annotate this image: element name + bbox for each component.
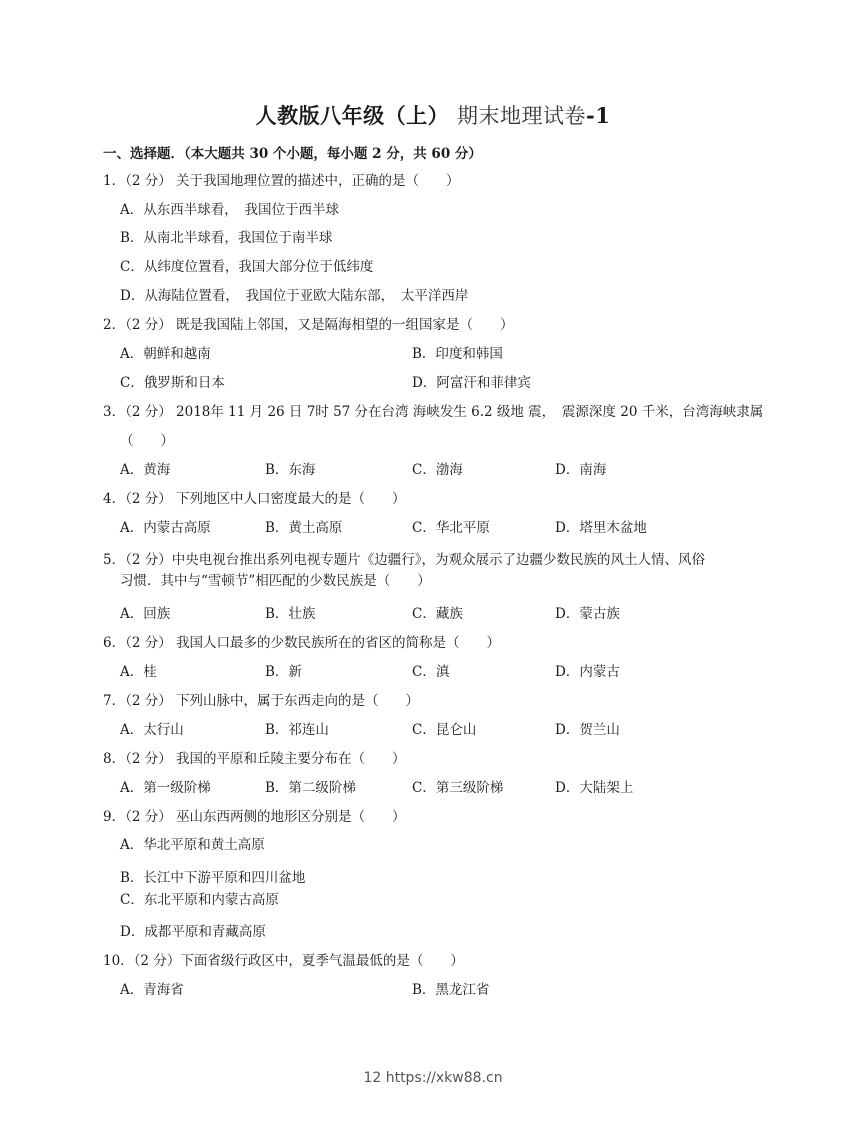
option-3a: A．黄海 [120,462,171,478]
question-number: 2． [103,317,126,333]
option-4c: C．华北平原 [412,520,490,536]
option-4a: A．内蒙古高原 [120,520,211,536]
question-number: 8． [103,751,126,767]
question-number: 3． [103,404,126,420]
option-3d: D．南海 [555,462,607,478]
page-footer: 12 https://xkw88.cn [363,1070,503,1086]
question-10 [103,951,464,971]
option-5d: D．蒙古族 [555,606,620,622]
question-1 [103,171,460,191]
option-4b: B．黄土高原 [265,520,343,536]
question-stem: 关于我国地理位置的描述中，正确的是（ ） [176,173,460,189]
option-7d: D．贺兰山 [555,722,620,738]
option-2a: A．朝鲜和越南 [120,346,211,362]
option-6a: A．桂 [120,664,157,680]
option-8a: A．第一级阶梯 [120,780,211,796]
option-3b: B．东海 [265,462,316,478]
question-number: 9． [103,809,126,825]
title-subject: 期末地理试卷 [456,104,586,128]
option-4d: D．塔里木盆地 [555,520,647,536]
question-score: （2 分） [125,317,172,333]
question-stem: 中央电视台推出系列电视专题片《边疆行》，为观众展示了边疆少数民族的风土人情、风俗 [171,552,705,568]
question-score: （2 分） [133,953,181,969]
question-stem: 我国人口最多的少数民族所在的省区的简称是（ ） [176,635,501,651]
question-number: 4． [103,491,126,507]
option-7b: B．祁连山 [265,722,329,738]
question-score: （2 分） [125,404,172,420]
question-4 [103,489,406,509]
question-stem: 我国的平原和丘陵主要分布在（ ） [176,751,406,767]
question-number: 7． [103,693,126,709]
option-8c: C．第三级阶梯 [412,780,504,796]
question-score: （2 分） [125,809,172,825]
option-1d: D．从海陆位置看， 我国位于亚欧大陆东部， 太平洋西岸 [120,288,469,304]
question-stem: 2018年 11 月 26 日 7时 57 分在台湾 海峡发生 6.2 级地 震， 震源深度 20 千米，台湾海峡隶属 [176,404,764,420]
question-score: （2 分） [125,635,172,651]
question-stem: 下面省级行政区中，夏季气温最低的是（ ） [180,953,464,969]
option-2b: B．印度和韩国 [412,346,503,362]
option-5c: C．藏族 [412,606,463,622]
option-3c: C．渤海 [412,462,463,478]
question-3-blank: （ ） [120,433,174,449]
option-5a: A．回族 [120,606,171,622]
option-6c: C．滇 [412,664,450,680]
option-7c: C．昆仑山 [412,722,477,738]
question-stem: 巫山东西两侧的地形区分别是（ ） [176,809,406,825]
question-6 [103,633,500,653]
option-1a: A．从东西半球看， 我国位于西半球 [120,202,339,218]
option-1c: C．从纬度位置看，我国大部分位于低纬度 [120,259,374,275]
question-score: （2 分） [125,693,172,709]
option-9c: C．东北平原和内蒙古高原 [120,892,279,908]
question-score: （2 分） [125,751,172,767]
question-8 [103,749,406,769]
question-3 [103,402,763,422]
question-5 [103,550,705,570]
question-2 [103,315,514,335]
title-main: 人教版八年级（上） [255,103,450,128]
question-number: 1． [103,173,126,189]
option-9d: D．成都平原和青藏高原 [120,924,266,940]
question-stem: 下列山脉中，属于东西走向的是（ ） [176,693,420,709]
question-score: （2 分） [125,173,172,189]
option-10a: A．青海省 [120,982,184,998]
question-score: （2 分） [125,491,172,507]
question-7 [103,691,419,711]
question-9 [103,807,406,827]
option-6d: D．内蒙古 [555,664,620,680]
option-2d: D．阿富汗和菲律宾 [412,375,531,391]
option-9b: B．长江中下游平原和四川盆地 [120,870,306,886]
question-stem: 既是我国陆上邻国，又是隔海相望的一组国家是（ ） [176,317,514,333]
option-7a: A．太行山 [120,722,184,738]
option-10b: B．黑龙江省 [412,982,490,998]
option-8b: B．第二级阶梯 [265,780,356,796]
question-score: （2 分） [125,552,172,568]
question-number: 6． [103,635,126,651]
title-suffix: -1 [585,103,611,128]
option-9a: A．华北平原和黄土高原 [120,837,265,853]
option-2c: C．俄罗斯和日本 [120,375,225,391]
option-8d: D．大陆架上 [555,780,634,796]
question-number: 5． [103,552,126,568]
option-5b: B．壮族 [265,606,316,622]
option-1b: B．从南北半球看，我国位于南半球 [120,230,333,246]
question-5-cont: 习惯．其中与“雪顿节”相匹配的少数民族是（ ） [120,573,431,589]
question-stem: 下列地区中人口密度最大的是（ ） [176,491,406,507]
question-number: 10． [103,953,134,969]
section-heading: 一、选择题．（本大题共 30 个小题，每小题 2 分，共 60 分） [103,146,482,162]
page-title [0,100,866,130]
option-6b: B．新 [265,664,302,680]
